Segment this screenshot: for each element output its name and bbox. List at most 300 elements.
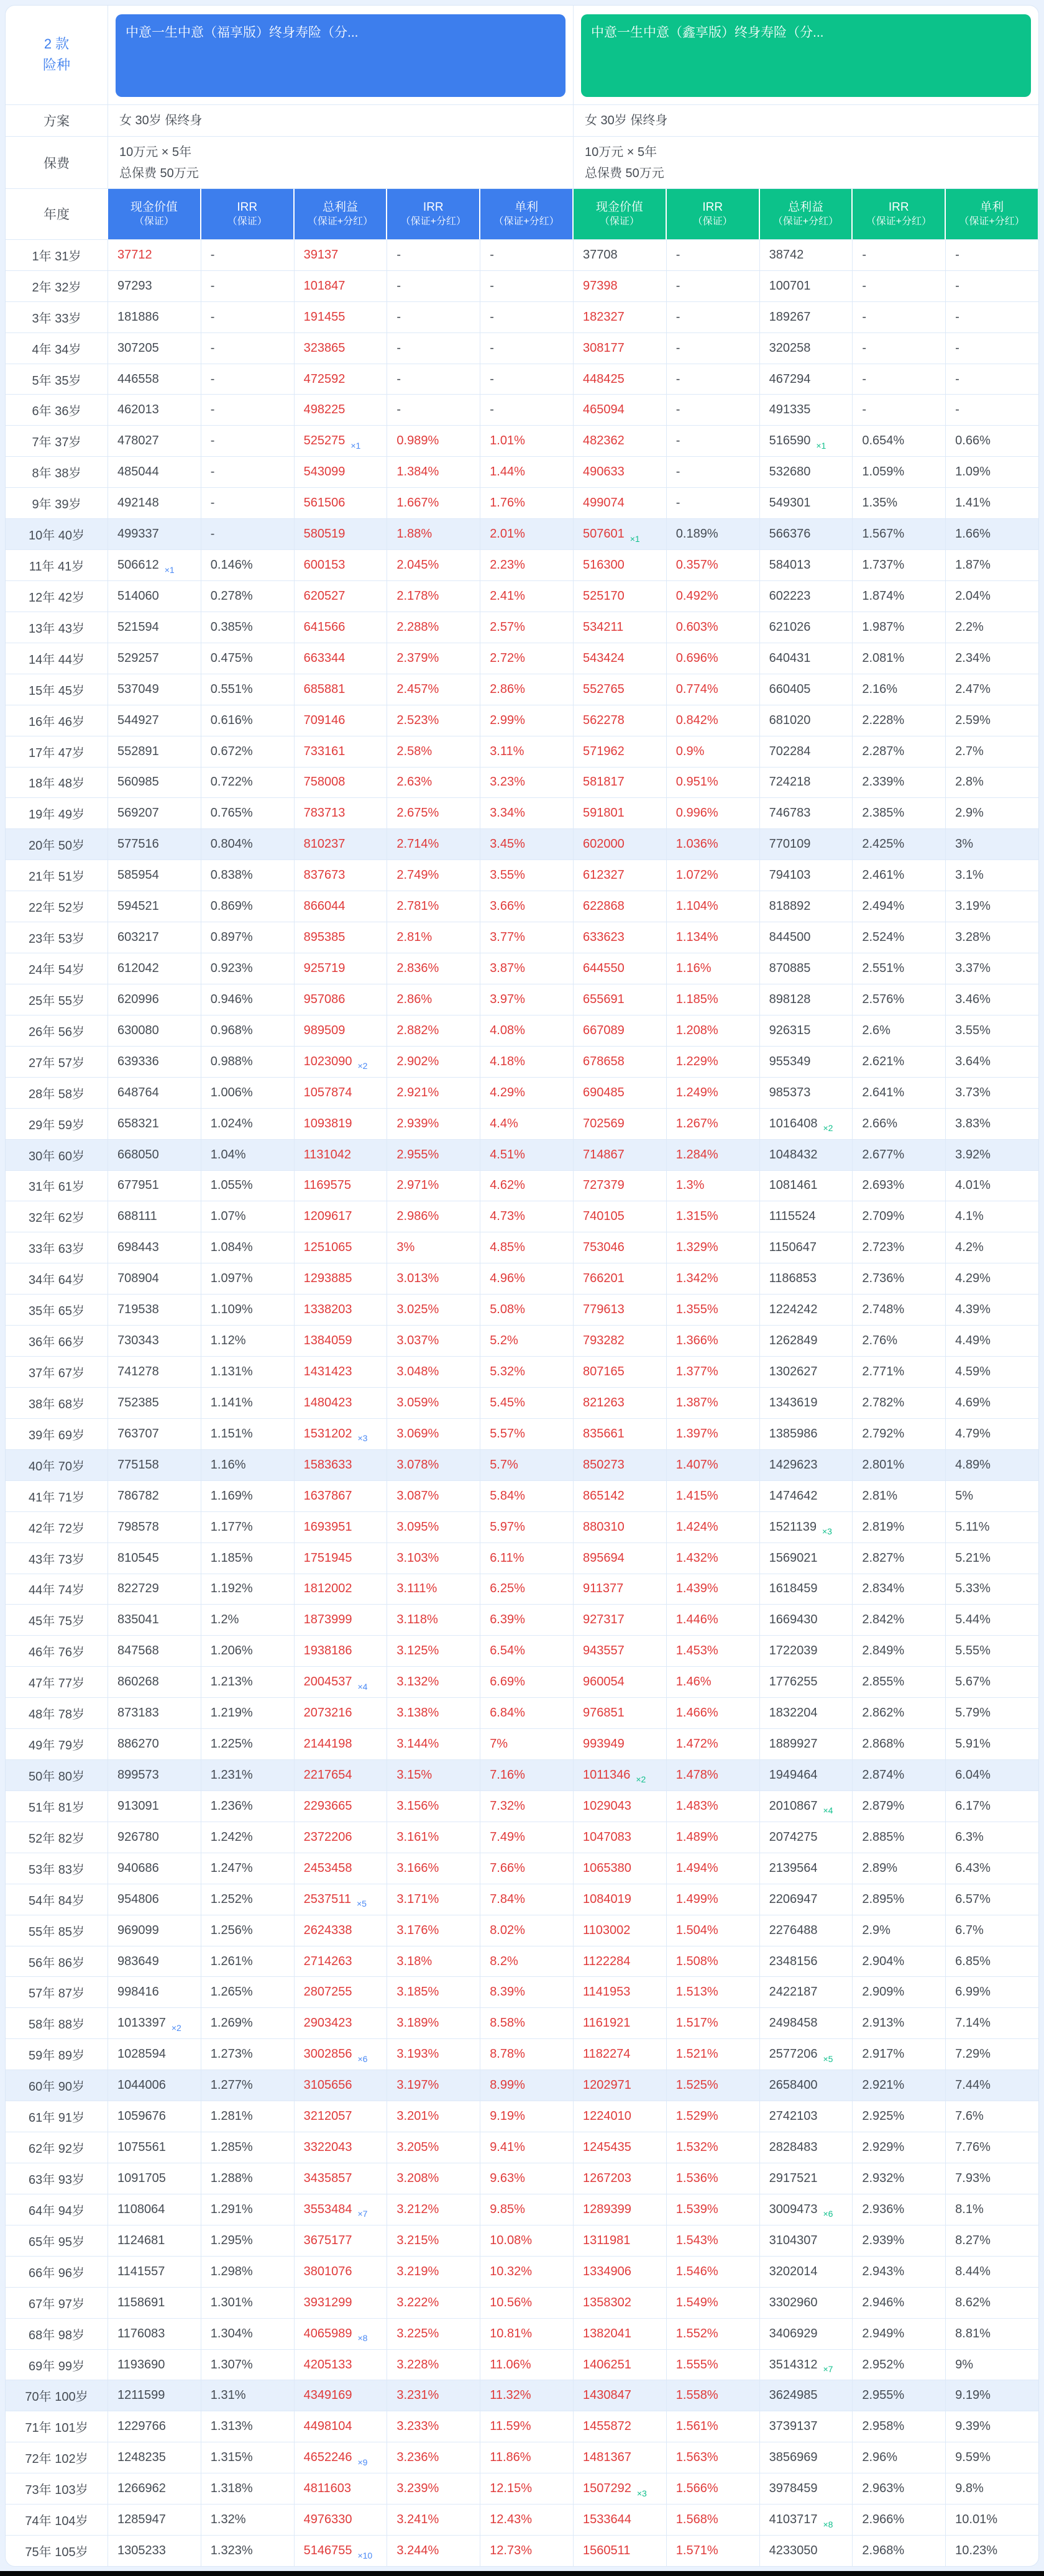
cell-value: 1938186 <box>303 1644 352 1658</box>
table-row <box>6 394 1038 425</box>
cell-value: 2.913% <box>862 2016 905 2030</box>
cell-value: 3978459 <box>769 2482 818 2496</box>
cell-value: 0.189% <box>675 527 718 541</box>
value-cell <box>852 1481 945 1511</box>
cell-value: 810237 <box>303 837 346 851</box>
value-cell <box>666 2350 759 2380</box>
cell-value: 1158691 <box>117 2295 165 2309</box>
value-cell <box>294 860 387 891</box>
value-cell <box>108 1667 201 1697</box>
value-cell <box>294 1977 387 2007</box>
cell-value: 2624338 <box>303 1923 352 1937</box>
value-cell <box>480 1171 573 1201</box>
value-cell <box>852 891 945 922</box>
cell-value: 4205133 <box>303 2357 352 2372</box>
value-cell <box>852 1047 945 1077</box>
value-cell <box>759 1481 853 1511</box>
cell-value: 1211599 <box>117 2388 165 2403</box>
value-cell <box>759 2257 853 2287</box>
value-cell <box>294 736 387 767</box>
value-cell <box>480 1636 573 1666</box>
value-cell <box>852 736 945 767</box>
value-cell <box>759 1543 853 1574</box>
value-cell <box>294 1450 387 1480</box>
value-cell <box>294 1326 387 1356</box>
value-cell <box>852 2163 945 2194</box>
value-cell <box>573 2225 666 2256</box>
value-cell <box>201 1884 294 1915</box>
value-cell <box>480 1605 573 1635</box>
cell-value: 6.84% <box>490 1706 525 1720</box>
cell-value: 3.28% <box>955 930 991 945</box>
cell-value: 955349 <box>769 1054 811 1068</box>
year-cell: 38年 68岁 <box>28 1397 85 1411</box>
value-cell <box>759 1450 853 1480</box>
cell-value: 7% <box>490 1737 508 1751</box>
value-cell <box>945 1263 1038 1294</box>
value-cell <box>945 1015 1038 1046</box>
cell-value: 2498458 <box>769 2016 818 2030</box>
value-cell <box>201 302 294 332</box>
value-cell <box>108 1760 201 1790</box>
value-cell <box>201 2411 294 2442</box>
cell-value: 1480423 <box>303 1395 352 1409</box>
table-row <box>6 2038 1038 2070</box>
cell-value: 1873999 <box>303 1613 352 1627</box>
value-cell <box>201 922 294 953</box>
cell-value: 7.32% <box>490 1799 525 1813</box>
value-cell <box>201 1201 294 1232</box>
cell-value: 1.07% <box>210 1209 246 1224</box>
cell-value: 2.904% <box>862 1954 905 1968</box>
table-row <box>6 828 1038 859</box>
cell-value: 532680 <box>769 465 811 479</box>
value-cell <box>945 519 1038 549</box>
value-cell <box>294 1140 387 1170</box>
footnote-marker: ×1 <box>164 564 175 575</box>
value-cell <box>945 922 1038 953</box>
year-cell: 62年 92岁 <box>28 2142 85 2157</box>
cell-value: 1507292 <box>582 2482 631 2496</box>
cell-value: 2.862% <box>862 1706 905 1720</box>
cell-value: 866044 <box>303 899 346 914</box>
cell-value: 7.44% <box>955 2078 991 2092</box>
value-cell <box>759 2225 853 2256</box>
value-cell <box>666 519 759 549</box>
value-cell <box>108 1977 201 2007</box>
value-cell <box>852 488 945 518</box>
table-row <box>6 1728 1038 1759</box>
value-cell <box>666 2008 759 2038</box>
year-cell: 8年 38岁 <box>32 467 81 481</box>
value-cell <box>573 2194 666 2225</box>
cell-value: 3.236% <box>396 2450 439 2465</box>
value-cell <box>945 891 1038 922</box>
value-cell <box>108 240 201 270</box>
cell-value: 2.385% <box>862 806 905 820</box>
value-cell <box>666 829 759 859</box>
screen-bottom-bar <box>0 2571 1044 2576</box>
value-cell <box>945 1419 1038 1449</box>
value-cell <box>108 2319 201 2349</box>
value-cell <box>852 426 945 456</box>
value-cell <box>387 922 480 953</box>
table-row <box>6 2504 1038 2535</box>
value-cell <box>294 1047 387 1077</box>
value-cell <box>387 1853 480 1884</box>
value-cell <box>387 2350 480 2380</box>
value-cell <box>666 1326 759 1356</box>
footnote-marker: ×3 <box>636 2488 647 2498</box>
value-cell <box>852 1791 945 1822</box>
cell-value: 2.925% <box>862 2109 905 2124</box>
comparison-table <box>5 5 1039 2567</box>
value-cell <box>201 2070 294 2101</box>
footnote-marker: ×1 <box>630 533 640 544</box>
value-cell <box>759 1109 853 1139</box>
value-cell <box>201 364 294 395</box>
value-cell <box>480 1419 573 1449</box>
value-cell <box>480 271 573 301</box>
value-cell <box>201 519 294 549</box>
year-cell: 70年 100岁 <box>25 2390 88 2404</box>
cell-value: 4652246 <box>303 2450 352 2465</box>
cell-value: 690485 <box>582 1085 625 1099</box>
cell-value: 2577206 <box>769 2047 818 2061</box>
value-cell <box>573 1263 666 1294</box>
cell-value: 5146755 <box>303 2544 352 2558</box>
cell-value: 4.51% <box>490 1147 525 1162</box>
value-cell <box>201 488 294 518</box>
value-cell <box>945 550 1038 580</box>
value-cell <box>387 2473 480 2504</box>
cell-value: 4.49% <box>955 1334 991 1348</box>
cell-value: 1.366% <box>675 1334 718 1348</box>
cell-value: - <box>210 527 215 541</box>
cell-value: 1202971 <box>582 2078 631 2092</box>
value-cell <box>480 302 573 332</box>
value-cell <box>480 1760 573 1790</box>
value-cell <box>945 364 1038 395</box>
cell-value: 1.31% <box>210 2388 246 2403</box>
value-cell <box>945 1109 1038 1139</box>
value-cell <box>666 891 759 922</box>
value-cell <box>480 1047 573 1077</box>
value-cell <box>573 1574 666 1605</box>
value-cell <box>666 581 759 612</box>
cell-value: 798578 <box>117 1519 159 1534</box>
value-cell <box>852 953 945 984</box>
value-cell <box>852 2350 945 2380</box>
value-cell <box>480 736 573 767</box>
footnote-marker: ×6 <box>823 2209 833 2219</box>
value-cell <box>387 550 480 580</box>
cell-value: 3.11% <box>490 744 524 758</box>
cell-value: 1.44% <box>490 465 525 479</box>
cell-value: 702284 <box>769 744 811 758</box>
cell-value: - <box>490 278 494 293</box>
value-cell <box>573 2039 666 2070</box>
value-cell <box>480 1946 573 1977</box>
value-cell <box>759 581 853 612</box>
cell-value: 1075561 <box>117 2140 166 2155</box>
value-cell <box>387 1450 480 1480</box>
table-row <box>6 2318 1038 2349</box>
cell-value: 786782 <box>117 1488 159 1503</box>
value-cell <box>852 240 945 270</box>
table-row <box>6 922 1038 953</box>
cell-value: - <box>210 372 215 386</box>
cell-value: - <box>862 341 867 355</box>
value-cell <box>573 1698 666 1728</box>
value-cell <box>201 643 294 674</box>
cell-value: 1.737% <box>862 558 905 572</box>
cell-value: 591801 <box>582 806 625 820</box>
value-cell <box>666 1822 759 1853</box>
value-cell <box>573 240 666 270</box>
table-row <box>6 580 1038 612</box>
cell-value: 793282 <box>582 1334 625 1348</box>
value-cell <box>108 1326 201 1356</box>
year-cell: 60年 90岁 <box>28 2080 85 2094</box>
cell-value: 2.909% <box>862 1985 905 1999</box>
value-cell <box>666 1543 759 1574</box>
cell-value: 724218 <box>769 775 811 789</box>
value-cell <box>759 922 853 953</box>
cell-value: 4.2% <box>955 1240 984 1255</box>
value-cell <box>294 1574 387 1605</box>
cell-value: - <box>210 278 215 293</box>
cell-value: 1776255 <box>769 1675 818 1689</box>
value-cell <box>945 333 1038 364</box>
value-cell <box>294 581 387 612</box>
value-cell <box>945 1543 1038 1574</box>
cell-value: 1.472% <box>675 1737 718 1751</box>
value-cell <box>852 364 945 395</box>
value-cell <box>387 1915 480 1946</box>
cell-value: 544927 <box>117 713 159 727</box>
cell-value: - <box>862 309 867 324</box>
value-cell <box>666 2288 759 2318</box>
value-cell <box>852 643 945 674</box>
value-cell <box>666 798 759 828</box>
cell-value: 521594 <box>117 620 159 634</box>
value-cell <box>480 2288 573 2318</box>
cell-value: - <box>490 372 494 386</box>
cell-value: 2010867 <box>769 1799 818 1813</box>
cell-value: 880310 <box>582 1519 625 1534</box>
value-cell <box>294 1263 387 1294</box>
value-cell <box>387 2536 480 2566</box>
value-cell <box>387 1791 480 1822</box>
cell-value: 733161 <box>303 744 346 758</box>
cell-value: 2.47% <box>955 682 991 696</box>
value-cell <box>480 1822 573 1853</box>
value-cell <box>852 1326 945 1356</box>
cell-value: 101847 <box>303 278 346 293</box>
cell-value: 1.2% <box>210 1613 239 1627</box>
cell-value: 3104307 <box>769 2233 818 2247</box>
value-cell <box>945 1171 1038 1201</box>
value-cell <box>573 2442 666 2473</box>
value-cell <box>201 1388 294 1418</box>
cell-value: 3105656 <box>303 2078 352 2092</box>
value-cell <box>294 2505 387 2535</box>
cell-value: 6.11% <box>490 1551 524 1565</box>
value-cell <box>201 2008 294 2038</box>
value-cell <box>201 705 294 736</box>
value-cell <box>573 1729 666 1759</box>
cell-value: 3406929 <box>769 2326 818 2340</box>
table-row <box>6 239 1038 270</box>
cell-value: 1.508% <box>675 1954 718 1968</box>
cell-value: 1.277% <box>210 2078 253 2092</box>
value-cell <box>387 1140 480 1170</box>
cell-value: 960054 <box>582 1675 625 1689</box>
value-cell <box>201 1543 294 1574</box>
table-row <box>6 1046 1038 1077</box>
premium-line1: 10万元 × 5年 <box>585 145 657 159</box>
cell-value: 940686 <box>117 1861 159 1875</box>
value-cell <box>666 674 759 705</box>
year-cell: 55年 85岁 <box>28 1925 85 1939</box>
value-cell <box>387 488 480 518</box>
cell-value: 1560511 <box>582 2544 631 2558</box>
year-cell: 43年 73岁 <box>28 1552 85 1567</box>
cell-value: 678658 <box>582 1054 625 1068</box>
value-cell <box>480 1791 573 1822</box>
cell-value: 3.059% <box>396 1395 439 1409</box>
cell-value: 821263 <box>582 1395 625 1409</box>
cell-value: - <box>862 247 867 262</box>
value-cell <box>945 1047 1038 1077</box>
value-cell <box>759 643 853 674</box>
value-cell <box>294 2442 387 2473</box>
cell-value: 581817 <box>582 775 625 789</box>
value-cell <box>387 1760 480 1790</box>
cell-value: 1293885 <box>303 1272 352 1286</box>
value-cell <box>573 1915 666 1946</box>
footnote-marker: ×2 <box>636 1774 646 1785</box>
value-cell <box>201 2473 294 2504</box>
cell-value: 1474642 <box>769 1488 818 1503</box>
table-row <box>6 1574 1038 1605</box>
year-cell: 29年 59岁 <box>28 1118 85 1132</box>
product-2-card[interactable] <box>581 14 1031 97</box>
cell-value: 818892 <box>769 899 811 914</box>
year-cell: 71年 101岁 <box>25 2421 88 2436</box>
value-cell <box>294 2536 387 2566</box>
product-1-card[interactable] <box>116 14 566 97</box>
value-cell <box>108 1078 201 1108</box>
cell-value: 2.946% <box>862 2295 905 2309</box>
value-cell <box>108 457 201 487</box>
value-cell <box>573 1884 666 1915</box>
value-cell <box>294 1822 387 1853</box>
cell-value: 4811603 <box>303 2482 351 2496</box>
cell-value: 9.19% <box>490 2109 525 2124</box>
cell-value: 886270 <box>117 1737 159 1751</box>
value-cell <box>108 1853 201 1884</box>
cell-value: - <box>396 403 401 417</box>
value-cell <box>387 1636 480 1666</box>
cell-value: 1334906 <box>582 2264 631 2278</box>
cell-value: 3002856 <box>303 2047 352 2061</box>
value-cell <box>759 860 853 891</box>
value-cell <box>852 1171 945 1201</box>
cell-value: 2.939% <box>862 2233 905 2247</box>
table-row <box>6 1108 1038 1139</box>
year-cell: 37年 67岁 <box>28 1367 85 1380</box>
cell-value: 2.6% <box>862 1023 891 1037</box>
cell-value: 1.552% <box>675 2326 718 2340</box>
value-cell <box>294 1171 387 1201</box>
value-cell <box>573 1326 666 1356</box>
value-cell <box>573 2163 666 2194</box>
cell-value: 2.96% <box>862 2450 898 2465</box>
cell-value: 3.189% <box>396 2016 439 2030</box>
cell-value: 1131042 <box>303 1147 351 1162</box>
cell-value: 621026 <box>769 620 811 634</box>
cell-value: 1.285% <box>210 2140 253 2155</box>
cell-value: 1406251 <box>582 2357 631 2372</box>
cell-value: 4.4% <box>490 1116 518 1130</box>
value-cell <box>480 333 573 364</box>
value-cell <box>759 2442 853 2473</box>
value-cell <box>108 1543 201 1574</box>
cell-value: 10.32% <box>490 2264 533 2278</box>
cell-value: 2.425% <box>862 837 905 851</box>
cell-value: 3% <box>955 837 974 851</box>
cell-value: 3212057 <box>303 2109 352 2124</box>
value-cell <box>387 457 480 487</box>
cell-value: 0.765% <box>210 806 253 820</box>
value-cell <box>759 1574 853 1605</box>
cell-value: 2.836% <box>396 961 439 976</box>
cell-value: 2.971% <box>396 1178 439 1193</box>
value-cell <box>945 2194 1038 2225</box>
value-cell <box>108 2194 201 2225</box>
value-cell <box>945 2070 1038 2101</box>
cell-value: 658321 <box>117 1116 159 1130</box>
table-row <box>6 270 1038 301</box>
value-cell <box>108 271 201 301</box>
value-cell <box>108 1791 201 1822</box>
cell-value: 925719 <box>303 961 346 976</box>
table-row <box>6 891 1038 922</box>
cell-value: 465094 <box>582 403 625 417</box>
cell-value: 566376 <box>769 527 811 541</box>
value-cell <box>945 674 1038 705</box>
value-cell <box>759 2194 853 2225</box>
cell-value: - <box>210 496 215 510</box>
value-cell <box>666 705 759 736</box>
cell-value: 552891 <box>117 744 159 758</box>
cell-value: 1.453% <box>675 1644 718 1658</box>
table-row <box>6 2225 1038 2256</box>
cell-value: 0.278% <box>210 589 253 603</box>
value-cell <box>945 2350 1038 2380</box>
cell-value: 899573 <box>117 1767 159 1782</box>
value-cell <box>480 1109 573 1139</box>
cell-value: 1.01% <box>490 434 525 448</box>
cell-value: 3.193% <box>396 2047 439 2061</box>
value-cell <box>666 1109 759 1139</box>
value-cell <box>108 1015 201 1046</box>
year-cell: 35年 65岁 <box>28 1304 85 1319</box>
value-cell <box>387 2070 480 2101</box>
value-cell <box>666 240 759 270</box>
